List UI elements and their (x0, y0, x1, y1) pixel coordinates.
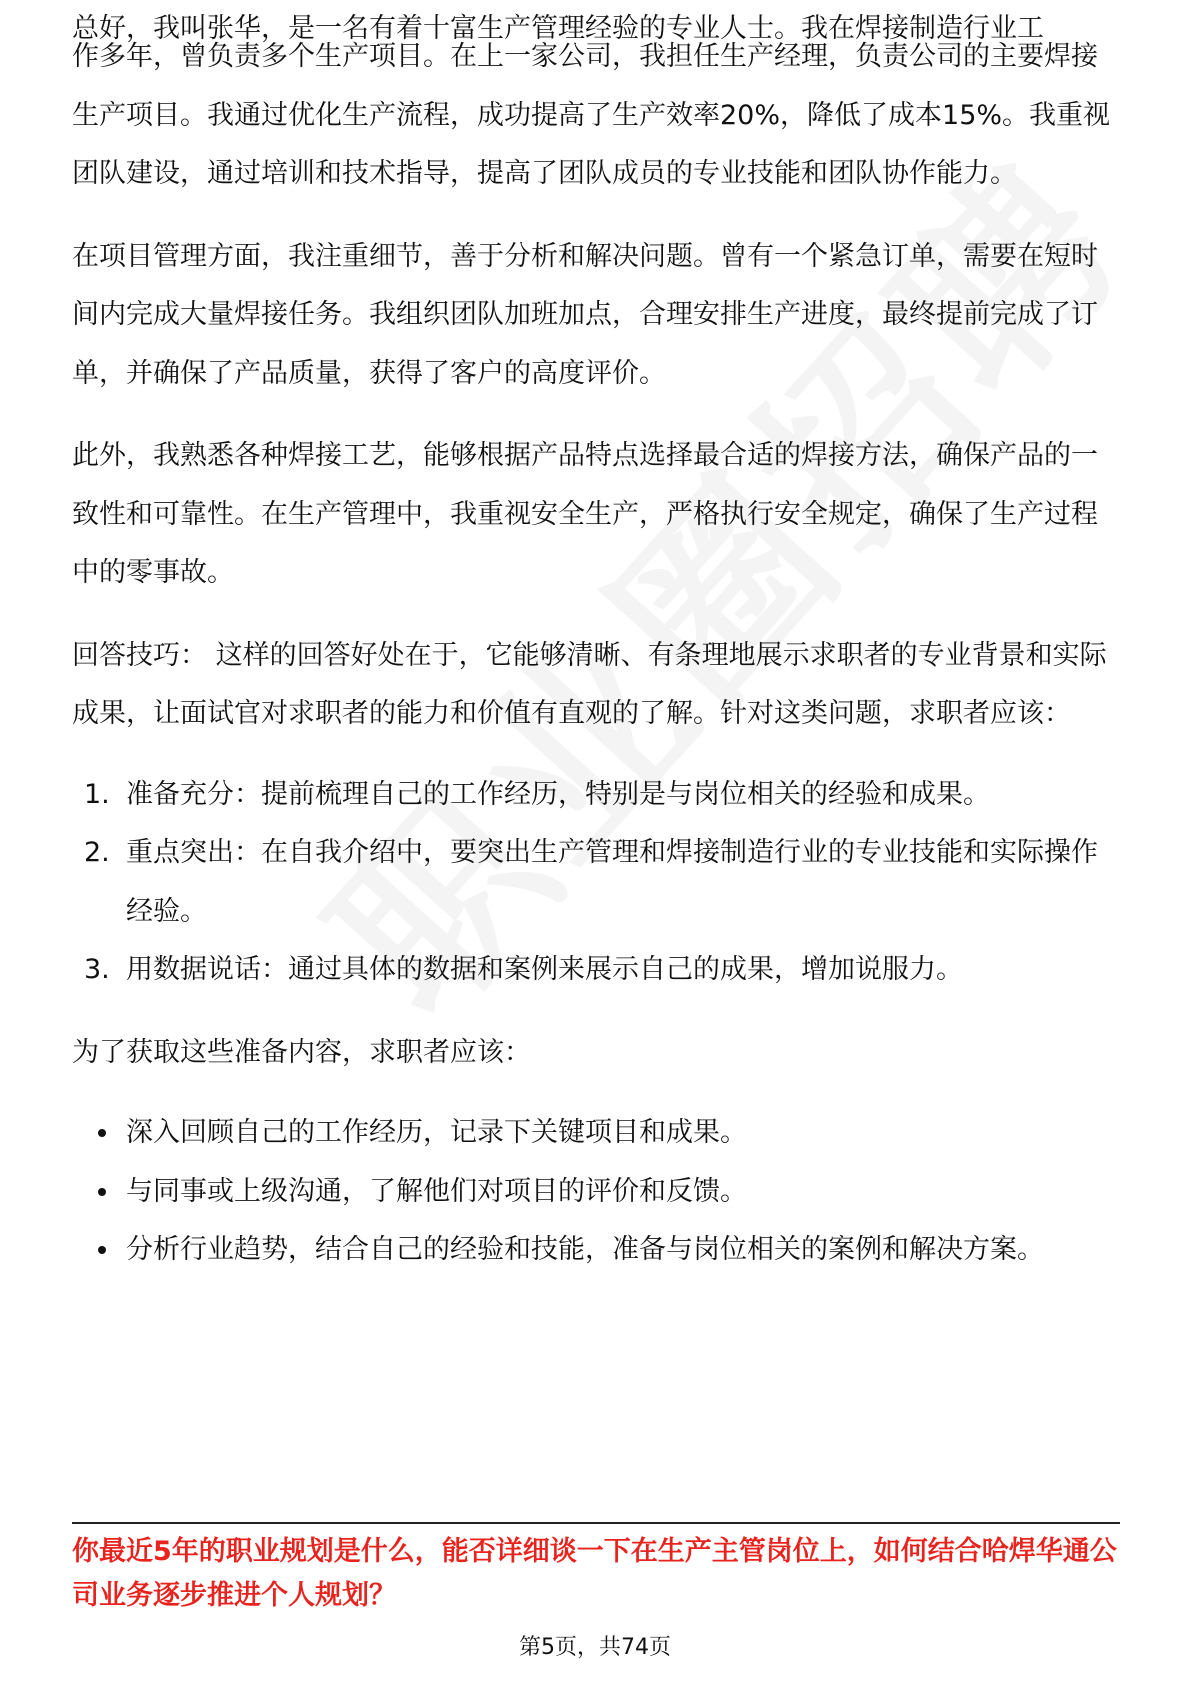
paragraph-prep-intro: 为了获取这些准备内容，求职者应该： (72, 1036, 531, 1068)
list-item (72, 766, 1120, 825)
list-item-text: 重点突出：在自我介绍中，要突出生产管理和焊接制造行业的专业技能和实际操作经验。 (126, 837, 1098, 927)
page-footer: 第5页，共74页 (519, 1635, 671, 1660)
bullet-dot-icon (98, 1246, 106, 1254)
numbered-list (72, 766, 1120, 1000)
list-item-text: 准备充分：提前梳理自己的工作经历，特别是与岗位相关的经验和成果。 (126, 778, 990, 810)
bullet-dot-icon (98, 1129, 106, 1137)
bullet-item-text: 深入回顾自己的工作经历，记录下关键项目和成果。 (126, 1117, 747, 1148)
bullet-item (72, 1221, 1120, 1280)
bullet-item-text: 与同事或上级沟通，了解他们对项目的评价和反馈。 (126, 1175, 747, 1207)
document-body (72, 13, 1120, 1280)
clipped-top-line (72, 0, 1120, 44)
list-item (72, 941, 1120, 1000)
paragraph-welding-skills: 此外，我熟悉各种焊接工艺，能够根据产品特点选择最合适的焊接方法，确保产品的一致性和可靠性。在生产管理中，我重视安全生产，严格执行安全规定，确保了生产过程中的零事故。 (72, 440, 1098, 588)
bullet-item-text: 分析行业趋势，结合自己的经验和技能，准备与岗位相关的案例和解决方案。 (126, 1234, 1044, 1265)
list-number: 1. (84, 778, 110, 810)
list-item (72, 824, 1120, 941)
bullet-item (72, 1104, 1120, 1163)
paragraph-project-management: 在项目管理方面，我注重细节，善于分析和解决问题。曾有一个紧急订单，需要在短时间内完成大量焊接任务。我组织团队加班加点，合理安排生产进度，最终提前完成了订单，并确保了产品质量，获得了客户的高度评价。 (72, 240, 1098, 389)
list-number: 2. (84, 837, 110, 868)
paragraph-experience: 作多年，曾负责多个生产项目。在上一家公司，我担任生产经理，负责公司的主要焊接生产项目。我通过优化生产流程，成功提高了生产效率20%，降低了成本15%。我重视团队建设，通过培训和技术指导，提高了团队成员的专业技能和团队协作能力。 (72, 41, 1111, 189)
paragraph-answer-tips: 回答技巧： 这样的回答好处在于，它能够清晰、有条理地展示求职者的专业背景和实际成果，让面试官对求职者的能力和价值有直观的了解。针对这类问题，求职者应该： (72, 639, 1107, 729)
clipped-top-line-text: 总好，我叫张华，是一名有着十富生产管理经验的专业人士。我在焊接制造行业工 (72, 13, 1044, 44)
bullet-list (72, 1104, 1120, 1280)
list-item-text: 用数据说话：通过具体的数据和案例来展示自己的成果，增加说服力。 (126, 954, 963, 985)
bullet-dot-icon (98, 1188, 106, 1196)
section-divider (72, 1522, 1120, 1524)
next-question-heading: 你最近5年的职业规划是什么，能否详细谈一下在生产主管岗位上，如何结合哈焊华通公司业务逐步推进个人规划？ (72, 1536, 1117, 1611)
bullet-item (72, 1163, 1120, 1222)
list-number: 3. (84, 954, 110, 985)
